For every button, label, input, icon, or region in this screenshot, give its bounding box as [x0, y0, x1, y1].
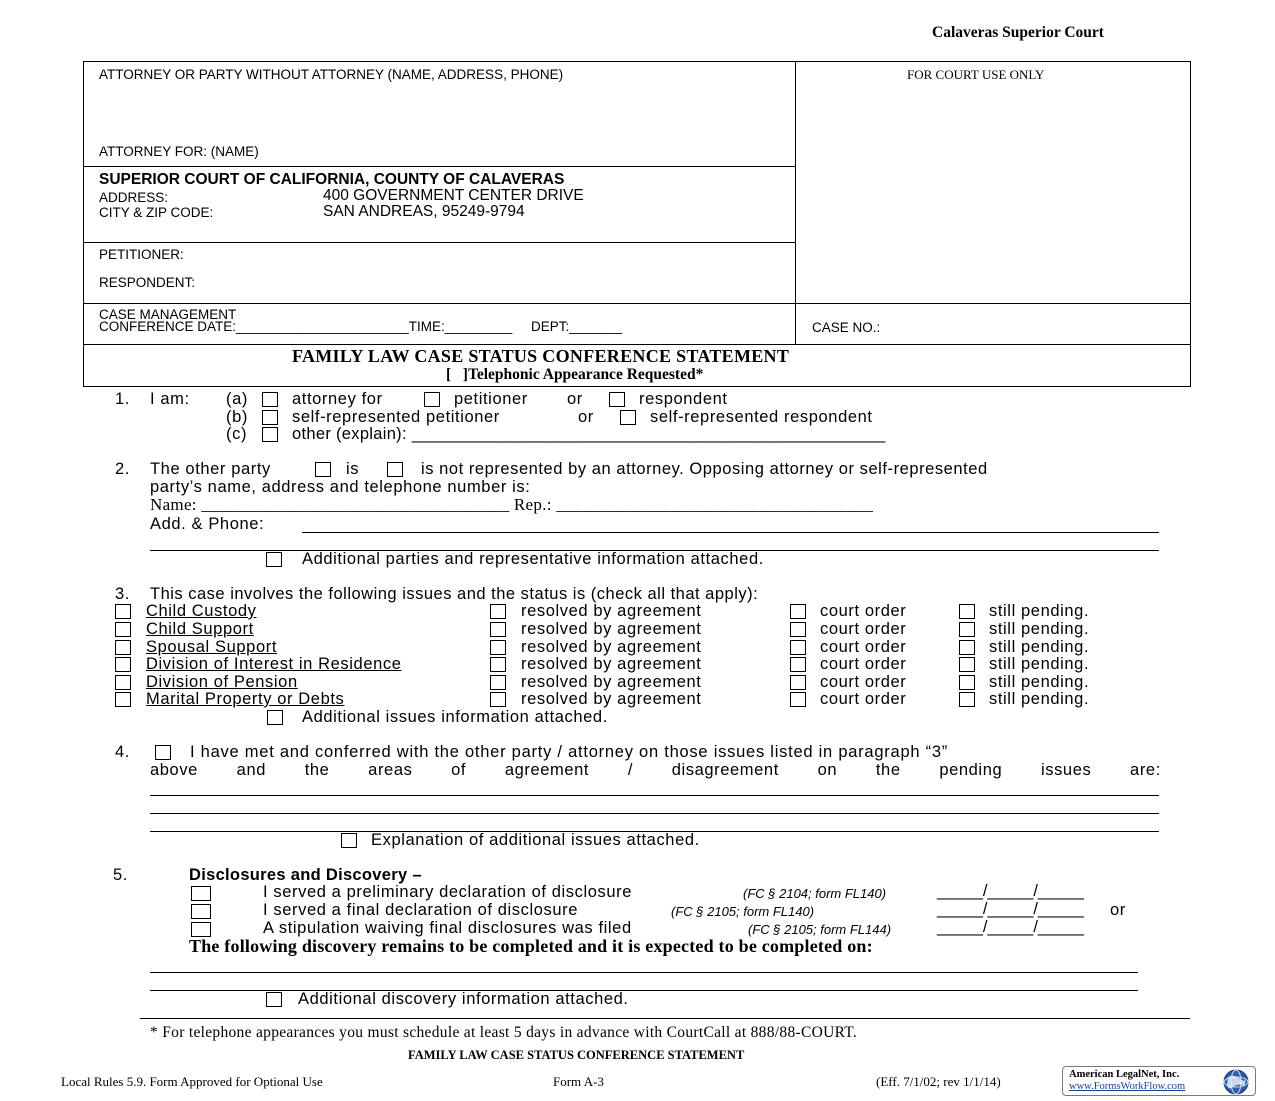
self-represented-respondent-checkbox[interactable]	[620, 410, 636, 425]
stipulation-waiving-checkbox[interactable]	[191, 922, 211, 937]
s4-word: and	[236, 761, 267, 779]
discovery-field-1[interactable]	[150, 972, 1138, 973]
discovery-remaining-text: The following discovery remains to be completed and it is expected to be completed on:	[189, 936, 873, 956]
s4-line2	[150, 761, 1161, 780]
issue-label: Marital Property or Debts	[146, 690, 345, 708]
s4-word: of	[451, 761, 467, 779]
attorney-for-label: ATTORNEY FOR: (NAME)	[99, 144, 259, 159]
court-order-checkbox[interactable]	[790, 657, 806, 672]
resolved-label: resolved by agreement	[521, 638, 702, 656]
resolved-label: resolved by agreement	[521, 620, 702, 638]
s1-b-label: (b)	[226, 408, 248, 426]
issue-checkbox[interactable]	[115, 692, 131, 707]
city-value: SAN ANDREAS, 95249-9794	[323, 203, 525, 220]
s2-other-party-text: The other party	[150, 460, 271, 478]
add-phone-label: Add. & Phone:	[150, 515, 265, 533]
telephonic-request: [ ]Telephonic Appearance Requested*	[446, 366, 704, 383]
additional-issues-text: Additional issues information attached.	[302, 708, 608, 726]
attorney-for-checkbox[interactable]	[262, 392, 278, 407]
address-label: ADDRESS:	[99, 190, 169, 205]
pending-label: still pending.	[989, 638, 1090, 656]
globe-icon	[1222, 1068, 1250, 1101]
court-order-label: court order	[820, 655, 907, 673]
resolved-checkbox[interactable]	[490, 622, 506, 637]
court-order-checkbox[interactable]	[790, 622, 806, 637]
brand-badge	[1062, 1066, 1256, 1096]
s4-word: on	[817, 761, 838, 779]
resolved-label: resolved by agreement	[521, 690, 702, 708]
court-order-checkbox[interactable]	[790, 640, 806, 655]
s4-word: are:	[1130, 761, 1161, 779]
issue-checkbox[interactable]	[115, 675, 131, 690]
pending-checkbox[interactable]	[959, 657, 975, 672]
resolved-checkbox[interactable]	[490, 692, 506, 707]
pending-label: still pending.	[989, 620, 1090, 638]
court-order-label: court order	[820, 690, 907, 708]
brand-name: American LegalNet, Inc.	[1069, 1069, 1180, 1080]
other-party-is-not-checkbox[interactable]	[387, 462, 403, 477]
additional-issues-checkbox[interactable]	[267, 710, 283, 725]
explanation-attached-text: Explanation of additional issues attached.	[371, 831, 700, 849]
final-date-field[interactable]: _____/_____/_____	[937, 900, 1084, 918]
s4-word: the	[304, 761, 330, 779]
resolved-label: resolved by agreement	[521, 602, 702, 620]
pending-checkbox[interactable]	[959, 604, 975, 619]
s2-line2: party’s name, address and telephone number is:	[150, 478, 531, 496]
met-conferred-checkbox[interactable]	[155, 745, 171, 760]
effective-date: (Eff. 7/1/02; rev 1/1/14)	[876, 1074, 1001, 1089]
pending-label: still pending.	[989, 673, 1090, 691]
self-respondent-text: self-represented respondent	[650, 408, 873, 426]
preliminary-disclosure-text: I served a preliminary declaration of disclosure	[263, 883, 633, 901]
s1-lead: I am:	[150, 390, 190, 408]
court-order-label: court order	[820, 602, 907, 620]
court-order-label: court order	[820, 620, 907, 638]
s1-number: 1.	[115, 390, 130, 408]
stipulation-waiving-ref: (FC § 2105; form FL144)	[748, 922, 892, 937]
s1-c-label: (c)	[226, 425, 248, 443]
issue-label: Division of Pension	[146, 673, 298, 691]
attorney-for-petitioner-checkbox[interactable]	[424, 392, 440, 407]
resolved-checkbox[interactable]	[490, 640, 506, 655]
other-explain-field[interactable]: other (explain): __________________________________________________	[292, 425, 886, 443]
issue-label: Division of Interest in Residence	[146, 655, 402, 673]
local-rules: Local Rules 5.9. Form Approved for Optional Use	[61, 1074, 323, 1089]
respondent-text: respondent	[639, 390, 728, 408]
issue-checkbox[interactable]	[115, 604, 131, 619]
form-title: FAMILY LAW CASE STATUS CONFERENCE STATEMENT	[292, 346, 790, 366]
parties-box	[83, 242, 796, 304]
pending-checkbox[interactable]	[959, 622, 975, 637]
preliminary-disclosure-ref: (FC § 2104; form FL140)	[743, 886, 887, 901]
s4-line1: I have met and conferred with the other party / attorney on those issues listed in paragraph “3”	[190, 743, 949, 761]
issue-checkbox[interactable]	[115, 657, 131, 672]
footer-title: FAMILY LAW CASE STATUS CONFERENCE STATEMENT	[408, 1048, 745, 1062]
pending-label: still pending.	[989, 690, 1090, 708]
brand-url[interactable]: www.FormsWorkFlow.com	[1069, 1081, 1186, 1092]
court-use-label: FOR COURT USE ONLY	[907, 67, 1045, 82]
court-title: SUPERIOR COURT OF CALIFORNIA, COUNTY OF CALAVERAS	[99, 171, 565, 188]
footer-divider	[140, 1018, 1190, 1019]
pending-checkbox[interactable]	[959, 640, 975, 655]
court-order-checkbox[interactable]	[790, 604, 806, 619]
opposing-name-rep-field[interactable]: Name: ___________________________________ Rep.: ____________________________________	[150, 495, 874, 514]
court-order-label: court order	[820, 673, 907, 691]
court-order-label: court order	[820, 638, 907, 656]
pending-checkbox[interactable]	[959, 692, 975, 707]
agreement-field-2[interactable]	[150, 813, 1159, 814]
s3-intro: This case involves the following issues and the status is (check all that apply):	[150, 585, 759, 603]
s4-word: pending	[939, 761, 1003, 779]
s4-word: the	[875, 761, 901, 779]
address-value: 400 GOVERNMENT CENTER DRIVE	[323, 187, 584, 204]
stipulation-waiving-text: A stipulation waiving final disclosures was filed	[263, 919, 632, 937]
s5-or: or	[1110, 901, 1126, 919]
pending-label: still pending.	[989, 655, 1090, 673]
resolved-checkbox[interactable]	[490, 657, 506, 672]
s5-number: 5.	[113, 866, 128, 884]
resolved-checkbox[interactable]	[490, 604, 506, 619]
s3-number: 3.	[115, 585, 130, 603]
form-number: Form A-3	[553, 1074, 604, 1089]
self-represented-petitioner-checkbox[interactable]	[262, 410, 278, 425]
court-use-box	[795, 61, 1191, 304]
footnote: * For telephone appearances you must schedule at least 5 days in advance with CourtCall at 888/88-COURT.	[150, 1024, 858, 1041]
cmc-date-line: CONFERENCE DATE:_______________________TIME:_________ DEPT:_______	[99, 319, 622, 334]
pending-checkbox[interactable]	[959, 675, 975, 690]
s4-word: above	[150, 761, 198, 779]
final-disclosure-text: I served a final declaration of disclosure	[263, 901, 579, 919]
court-order-checkbox[interactable]	[790, 675, 806, 690]
issue-label: Child Custody	[146, 602, 257, 620]
resolved-checkbox[interactable]	[490, 675, 506, 690]
s1-or-1: or	[567, 390, 583, 408]
additional-discovery-text: Additional discovery information attached.	[298, 990, 629, 1008]
issue-label: Spousal Support	[146, 638, 278, 656]
s2-is-text: is	[346, 460, 360, 478]
issue-label: Child Support	[146, 620, 254, 638]
resolved-label: resolved by agreement	[521, 655, 702, 673]
respondent-label: RESPONDENT:	[99, 275, 196, 290]
attorney-label: ATTORNEY OR PARTY WITHOUT ATTORNEY (NAME, ADDRESS, PHONE)	[99, 67, 564, 82]
s4-word: issues	[1040, 761, 1092, 779]
self-petitioner-text: self-represented petitioner	[292, 408, 500, 426]
other-party-is-checkbox[interactable]	[315, 462, 331, 477]
issue-checkbox[interactable]	[115, 640, 131, 655]
s2-is-not-text: is not represented by an attorney. Opposing attorney or self-represented	[421, 460, 988, 478]
add-phone-field[interactable]	[302, 532, 1159, 533]
court-order-checkbox[interactable]	[790, 692, 806, 707]
s4-word: /	[627, 761, 634, 779]
stipulation-date-field[interactable]: _____/_____/_____	[937, 918, 1084, 936]
agreement-field-1[interactable]	[150, 795, 1159, 796]
petitioner-label: PETITIONER:	[99, 247, 184, 262]
s5-heading: Disclosures and Discovery –	[189, 866, 422, 884]
s2-number: 2.	[115, 460, 130, 478]
s4-word: agreement	[504, 761, 590, 779]
petitioner-text: petitioner	[454, 390, 528, 408]
resolved-label: resolved by agreement	[521, 673, 702, 691]
s1-a-label: (a)	[226, 390, 248, 408]
attorney-for-text: attorney for	[292, 390, 383, 408]
court-name-top: Calaveras Superior Court	[932, 24, 1104, 41]
s1-or-2: or	[578, 408, 594, 426]
issue-checkbox[interactable]	[115, 622, 131, 637]
preliminary-date-field[interactable]: _____/_____/_____	[937, 882, 1084, 900]
additional-parties-text: Additional parties and representative information attached.	[302, 550, 764, 568]
s4-number: 4.	[115, 743, 130, 761]
pending-label: still pending.	[989, 602, 1090, 620]
s4-word: disagreement	[671, 761, 779, 779]
case-no-label: CASE NO.:	[812, 320, 881, 335]
explanation-attached-checkbox[interactable]	[341, 833, 357, 848]
preliminary-disclosure-checkbox[interactable]	[191, 886, 211, 901]
s4-word: areas	[368, 761, 413, 779]
city-label: CITY & ZIP CODE:	[99, 205, 214, 220]
additional-discovery-checkbox[interactable]	[266, 992, 282, 1007]
final-disclosure-checkbox[interactable]	[191, 904, 211, 919]
final-disclosure-ref: (FC § 2105; form FL140)	[671, 904, 815, 919]
attorney-for-respondent-checkbox[interactable]	[609, 392, 625, 407]
other-checkbox[interactable]	[262, 427, 278, 442]
additional-parties-checkbox[interactable]	[266, 552, 282, 567]
cmc-label: CASE MANAGEMENT	[99, 307, 237, 322]
